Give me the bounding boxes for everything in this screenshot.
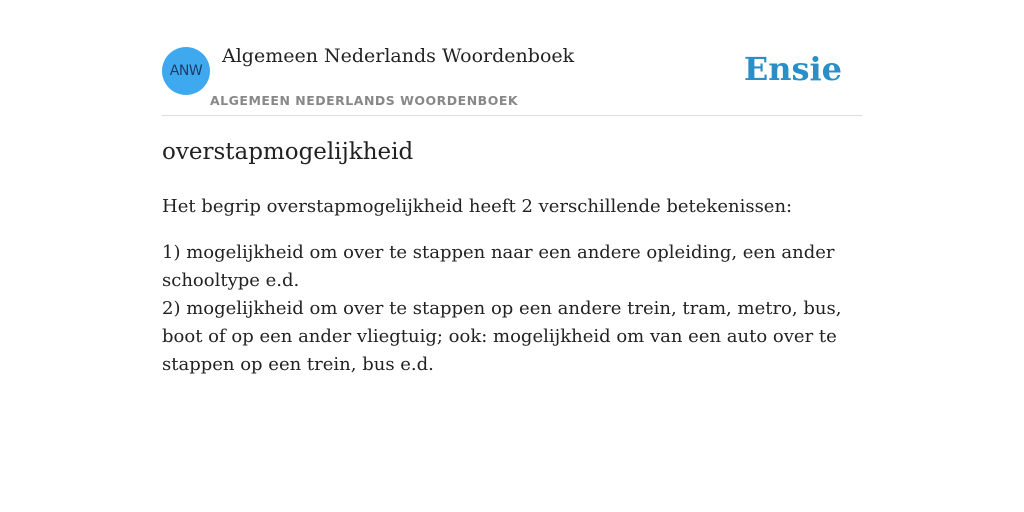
- ensie-brand-link[interactable]: Ensie: [743, 50, 842, 88]
- anw-logo-text: ANW: [169, 63, 203, 79]
- definition-item: 2) mogelijkheid om over te stappen op een andere trein, tram, metro, bus, boot of op een ander vliegtuig; ook: mogelijkheid om van een auto over te stappen op een trein, bus e.d.: [162, 298, 842, 375]
- definition-item: 1) mogelijkheid om over te stappen naar een andere opleiding, een ander schooltype e.d.: [162, 242, 835, 291]
- source-title[interactable]: Algemeen Nederlands Woordenboek: [222, 45, 575, 67]
- header: [162, 0, 862, 116]
- source-subtitle: ALGEMEEN NEDERLANDS WOORDENBOEK: [210, 93, 519, 108]
- entry-word: overstapmogelijkheid: [162, 139, 414, 165]
- anw-logo[interactable]: [162, 47, 210, 95]
- entry-intro: Het begrip overstapmogelijkheid heeft 2 verschillende betekenissen:: [162, 196, 793, 217]
- definition-list: [162, 239, 862, 379]
